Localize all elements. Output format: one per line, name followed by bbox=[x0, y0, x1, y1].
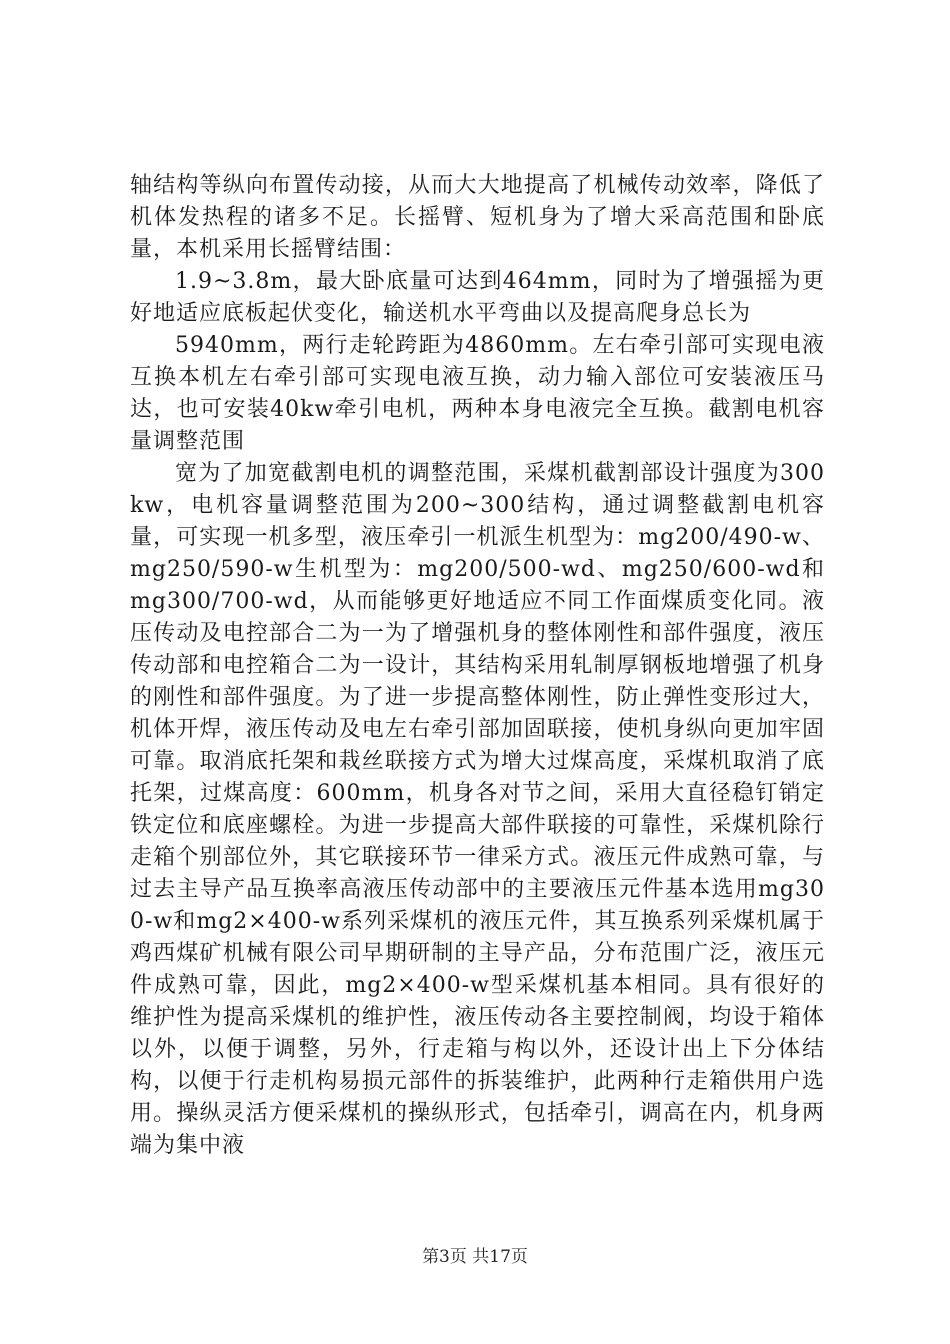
paragraph-4: 宽为了加宽截割电机的调整范围，采煤机截割部设计强度为300kw，电机容量调整范围为200~300结构，通过调整截割电机容量，可实现一机多型，液压牵引一机派生机型为：mg200/490-w、mg250/590-w生机型为：mg200/500-wd、mg250/600-wd和mg300/700-wd，从而能够更好地适应不同工作面煤质变化同。液压传动及电控部合二为一为了增强机身的整体刚性和部件强度，液压传动部和电控箱合二为一设计，其结构采用轧制厚钢板地增强了机身的刚性和部件强度。为了进一步提高整体刚性，防止弹性变形过大，机体开焊，液压传动及电左右牵引部加固联接，使机身纵向更加牢固可靠。取消底托架和栽丝联接方式为增大过煤高度，采煤机取消了底托架，过煤高度：600mm，机身各对节之间，采用大直径稳钉销定铁定位和底座螺栓。为进一步提高大部件联接的可靠性，采煤机除行走箱个别部位外，其它联接环节一律采方式。液压元件成熟可靠，与过去主导产品互换率高液压传动部中的主要液压元件基本选用mg300-w和mg2×400-w系列采煤机的液压元件，其互换系列采煤机属于鸡西煤矿机械有限公司早期研制的主导产品，分布范围广泛，液压元件成熟可靠，因此，mg2×400-w型采煤机基本相同。具有很好的维护性为提高采煤机的维护性，液压传动各主要控制阀，均设于箱体以外，以便于调整，另外，行走箱与构以外，还设计出上下分体结构，以便于行走机构易损元部件的拆装维护，此两种行走箱供用户选用。操纵灵活方便采煤机的操纵形式，包括牵引，调高在内，机身两端为集中液 bbox=[130, 461, 825, 1158]
paragraph-2: 1.9~3.8m，最大卧底量可达到464mm，同时为了增强摇为更好地适应底板起伏变化，输送机水平弯曲以及提高爬身总长为 bbox=[130, 269, 825, 326]
paragraph-1: 轴结构等纵向布置传动接，从而大大地提高了机械传动效率，降低了机体发热程的诸多不足。长摇臂、短机身为了增大采高范围和卧底量，本机采用长摇臂结围： bbox=[130, 173, 825, 262]
body-text bbox=[130, 170, 825, 1162]
page-number: 第3页 共17页 bbox=[422, 1247, 528, 1267]
paragraph-3: 5940mm，两行走轮跨距为4860mm。左右牵引部可实现电液互换本机左右牵引部可实现电液互换，动力输入部位可安装液压马达，也可安装40kw牵引电机，两种本身电液完全互换。截割电机容量调整范围 bbox=[130, 333, 825, 454]
